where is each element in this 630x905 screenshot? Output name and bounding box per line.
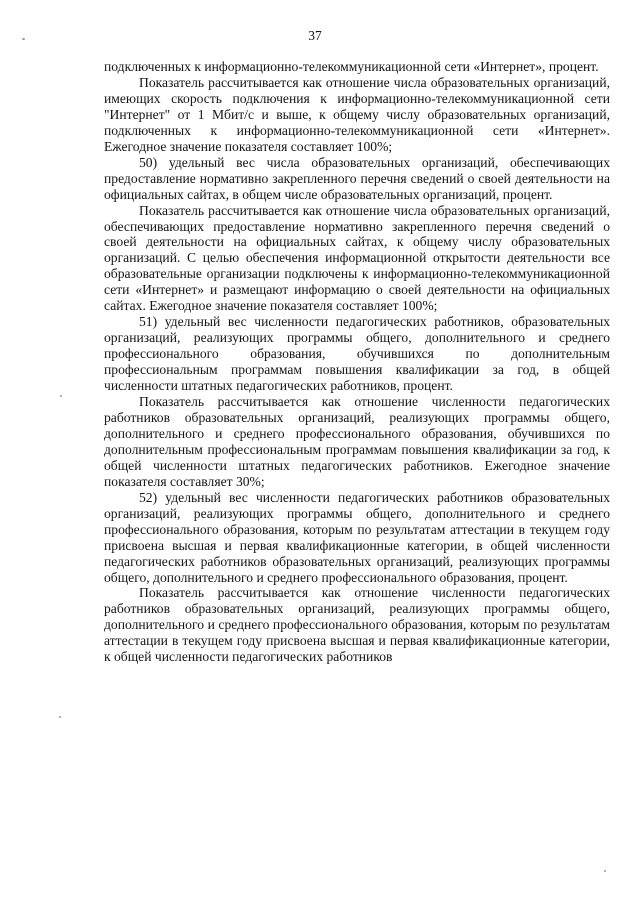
- paragraph-indicator-51: 51) удельный вес численности педагогических работников, образовательных организаций, реализующих программы общего, дополнительного и среднего профессионального образования, обучившихся по дополнительным профессиональным программам повышения квалификации за год, в общей численности штатных педагогических работников, процент.: [104, 314, 610, 394]
- page-number: 37: [308, 28, 322, 43]
- scan-speck: [604, 870, 606, 872]
- paragraph-indicator-49-method: Показатель рассчитывается как отношение числа образовательных организаций, имеющих скорость подключения к информационно-телекоммуникационной сети "Интернет" от 1 Мбит/с и выше, к общему числу образовательных организаций, подключенных к информационно-телекоммуникационной сети «Интернет». Ежегодное значение показателя составляет 100%;: [104, 74, 610, 154]
- scan-speck: [59, 716, 61, 718]
- scan-speck: [22, 38, 25, 40]
- paragraph-indicator-51-method: Показатель рассчитывается как отношение численности педагогических работников образовательных организаций, реализующих программы общего, дополнительного и среднего профессионального образования, обучившихся по дополнительным профессиональным программам повышения квалификации за год, к общей численности штатных педагогических работников. Ежегодное значение показателя составляет 30%;: [104, 394, 610, 489]
- document-body: [104, 59, 610, 665]
- paragraph-continuation: подключенных к информационно-телекоммуникационной сети «Интернет», процент.: [104, 59, 599, 74]
- paragraph-indicator-52: 52) удельный вес численности педагогических работников образовательных организаций, реализующих программы общего, дополнительного и среднего профессионального образования, которым по результатам аттестации в текущем году присвоена высшая и первая квалификационные категории, в общей численности педагогических работников образовательных организаций, реализующих программы общего, дополнительного и среднего профессионального образования, процент.: [104, 489, 610, 585]
- paragraph-indicator-50: 50) удельный вес числа образовательных организаций, обеспечивающих предоставление нормативно закрепленного перечня сведений о своей деятельности на официальных сайтах, в общем числе образовательных организаций, процент.: [104, 154, 610, 202]
- paragraph-indicator-50-method: Показатель рассчитывается как отношение числа образовательных организаций, обеспечивающих предоставление нормативно закрепленного перечня сведений о своей деятельности на официальных сайтах, к общему числу образовательных организаций. С целью обеспечения информационной открытости деятельности все образовательные организации подключены к информационно-телекоммуникационной сети «Интернет» и размещают информацию о своей деятельности на официальных сайтах. Ежегодное значение показателя составляет 100%;: [104, 202, 610, 314]
- paragraph-indicator-52-method: Показатель рассчитывается как отношение численности педагогических работников образовательных организаций, реализующих программы общего, дополнительного и среднего профессионального образования, которым по результатам аттестации в текущем году присвоена высшая и первая квалификационные категории, к общей численности педагогических работников: [104, 585, 610, 665]
- scan-speck: [60, 395, 62, 397]
